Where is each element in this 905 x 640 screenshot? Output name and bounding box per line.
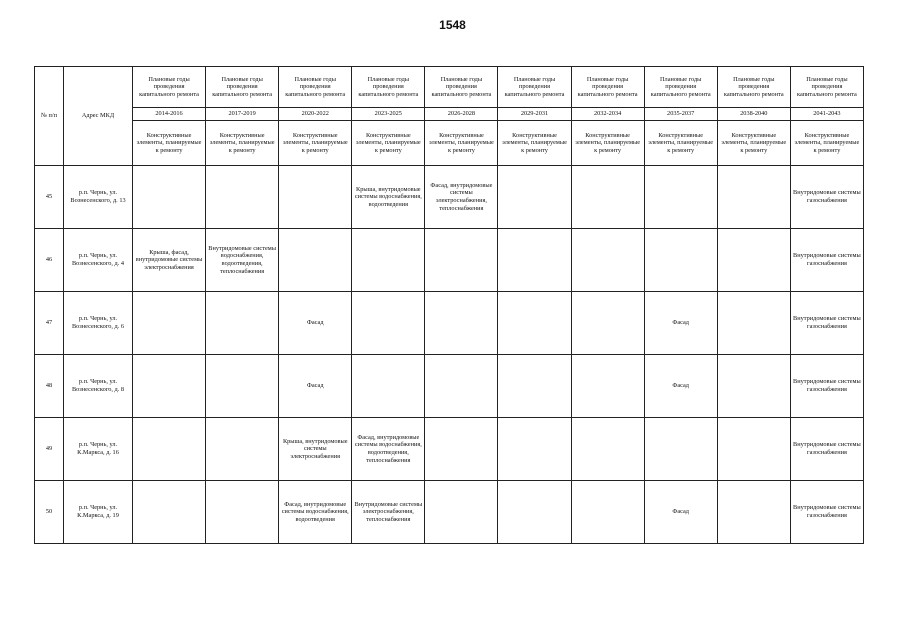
table-cell [571, 355, 644, 418]
table-cell [717, 229, 790, 292]
table-cell: Внутридомовые системы электроснабжения, теплоснабжения [352, 481, 425, 544]
table-cell [498, 418, 571, 481]
plan-title-7: Плановые годы проведения капитального ремонта [571, 67, 644, 108]
table-cell [425, 355, 498, 418]
table-cell [717, 481, 790, 544]
column-header-number: № п/п [35, 67, 64, 166]
table-cell: Фасад [279, 355, 352, 418]
period-1: 2014-2016 [133, 108, 206, 121]
header-row-elements [35, 121, 864, 166]
table-cell [425, 229, 498, 292]
table-cell [571, 166, 644, 229]
table-cell [206, 355, 279, 418]
table-cell [133, 481, 206, 544]
row-address: р.п. Чернь, ул. Вознесенского, д. 6 [64, 292, 133, 355]
table-cell [352, 355, 425, 418]
table-cell: Крыша, фасад, внутридомовые системы электроснабжения [133, 229, 206, 292]
table-cell: Фасад, внутридомовые системы электроснабжения, теплоснабжения [425, 166, 498, 229]
row-number: 45 [35, 166, 64, 229]
table-row [35, 292, 864, 355]
table-row [35, 229, 864, 292]
table-cell [498, 481, 571, 544]
table-cell [571, 292, 644, 355]
table-cell: Внутридомовые системы газоснабжения [790, 166, 863, 229]
period-4: 2023-2025 [352, 108, 425, 121]
row-number: 49 [35, 418, 64, 481]
period-5: 2026-2028 [425, 108, 498, 121]
elements-label-4: Конструктивные элементы, планируемые к ремонту [352, 121, 425, 166]
row-address: р.п. Чернь, ул. К.Маркса, д. 19 [64, 481, 133, 544]
table-cell [498, 166, 571, 229]
table-row [35, 481, 864, 544]
plan-title-5: Плановые годы проведения капитального ремонта [425, 67, 498, 108]
table-cell [498, 355, 571, 418]
row-address: р.п. Чернь, ул. Вознесенского, д. 8 [64, 355, 133, 418]
table-cell [133, 355, 206, 418]
table-cell [133, 292, 206, 355]
elements-label-3: Конструктивные элементы, планируемые к ремонту [279, 121, 352, 166]
page-number: 1548 [439, 18, 466, 32]
row-number: 46 [35, 229, 64, 292]
plan-title-3: Плановые годы проведения капитального ремонта [279, 67, 352, 108]
row-address: р.п. Чернь, ул. Вознесенского, д. 4 [64, 229, 133, 292]
table-cell [206, 292, 279, 355]
table-cell [352, 292, 425, 355]
row-number: 50 [35, 481, 64, 544]
plan-title-2: Плановые годы проведения капитального ремонта [206, 67, 279, 108]
elements-label-2: Конструктивные элементы, планируемые к ремонту [206, 121, 279, 166]
table-cell [425, 418, 498, 481]
elements-label-1: Конструктивные элементы, планируемые к ремонту [133, 121, 206, 166]
table-cell [571, 229, 644, 292]
row-address: р.п. Чернь, ул. Вознесенского, д. 13 [64, 166, 133, 229]
period-9: 2038-2040 [717, 108, 790, 121]
table-cell: Внутридомовые системы газоснабжения [790, 355, 863, 418]
header-row-periods [35, 108, 864, 121]
period-8: 2035-2037 [644, 108, 717, 121]
elements-label-5: Конструктивные элементы, планируемые к ремонту [425, 121, 498, 166]
table-cell [644, 418, 717, 481]
table-cell [279, 166, 352, 229]
table-cell [717, 292, 790, 355]
table-cell: Фасад [644, 292, 717, 355]
row-number: 47 [35, 292, 64, 355]
elements-label-8: Конструктивные элементы, планируемые к ремонту [644, 121, 717, 166]
period-3: 2020-2022 [279, 108, 352, 121]
table-cell: Фасад, внутридомовые системы водоснабжения, водоотведения [279, 481, 352, 544]
period-7: 2032-2034 [571, 108, 644, 121]
table-cell [352, 229, 425, 292]
table-cell: Внутридомовые системы водоснабжения, водоотведения, теплоснабжения [206, 229, 279, 292]
table-cell [206, 166, 279, 229]
table-cell [717, 166, 790, 229]
table-cell [498, 292, 571, 355]
table-cell [717, 418, 790, 481]
table-cell: Внутридомовые системы газоснабжения [790, 418, 863, 481]
header-row-plan-titles [35, 67, 864, 108]
table-cell: Фасад [279, 292, 352, 355]
table-cell: Внутридомовые системы газоснабжения [790, 481, 863, 544]
table-cell [425, 481, 498, 544]
row-address: р.п. Чернь, ул. К.Маркса, д. 16 [64, 418, 133, 481]
elements-label-9: Конструктивные элементы, планируемые к ремонту [717, 121, 790, 166]
period-10: 2041-2043 [790, 108, 863, 121]
table-cell: Фасад [644, 355, 717, 418]
table-cell [425, 292, 498, 355]
plan-title-6: Плановые годы проведения капитального ремонта [498, 67, 571, 108]
table-cell: Крыша, внутридомовые системы электроснабжения [279, 418, 352, 481]
table-cell [133, 418, 206, 481]
table-cell: Внутридомовые системы газоснабжения [790, 292, 863, 355]
plan-title-1: Плановые годы проведения капитального ремонта [133, 67, 206, 108]
table-cell [571, 418, 644, 481]
table-cell [498, 229, 571, 292]
table-cell: Фасад [644, 481, 717, 544]
table-cell [206, 418, 279, 481]
table-cell: Крыша, внутридомовые системы водоснабжения, водоотведения [352, 166, 425, 229]
plan-title-4: Плановые годы проведения капитального ремонта [352, 67, 425, 108]
elements-label-10: Конструктивные элементы, планируемые к ремонту [790, 121, 863, 166]
period-2: 2017-2019 [206, 108, 279, 121]
table-cell: Внутридомовые системы газоснабжения [790, 229, 863, 292]
row-number: 48 [35, 355, 64, 418]
plan-title-8: Плановые годы проведения капитального ремонта [644, 67, 717, 108]
table-row [35, 166, 864, 229]
table-row [35, 418, 864, 481]
period-6: 2029-2031 [498, 108, 571, 121]
table-cell [717, 355, 790, 418]
column-header-address: Адрес МКД [64, 67, 133, 166]
table-row [35, 355, 864, 418]
table-cell [206, 481, 279, 544]
table-cell [644, 166, 717, 229]
table-cell: Фасад, внутридомовые системы водоснабжения, водоотведения, теплоснабжения [352, 418, 425, 481]
elements-label-6: Конструктивные элементы, планируемые к ремонту [498, 121, 571, 166]
elements-label-7: Конструктивные элементы, планируемые к ремонту [571, 121, 644, 166]
table-cell [279, 229, 352, 292]
table-cell [133, 166, 206, 229]
plan-title-10: Плановые годы проведения капитального ремонта [790, 67, 863, 108]
table-cell [644, 229, 717, 292]
table-cell [571, 481, 644, 544]
capital-repair-table [34, 66, 864, 544]
plan-title-9: Плановые годы проведения капитального ремонта [717, 67, 790, 108]
